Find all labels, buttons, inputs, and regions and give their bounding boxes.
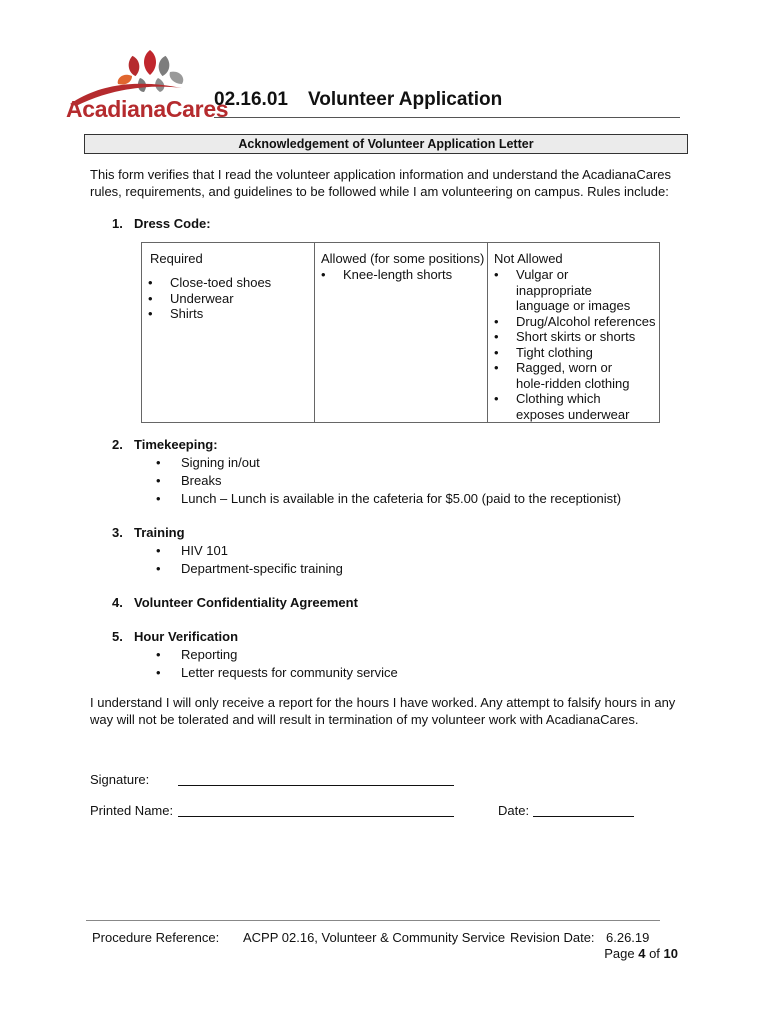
list-item: • Department-specific training [156,560,343,578]
section-title: Dress Code: [134,216,211,231]
list-item: • Tight clothing [488,345,659,361]
allowed-header: Allowed (for some positions) [321,251,485,266]
list-item: • Drug/Alcohol references [488,314,659,330]
allowed-list [315,267,487,283]
list-item: • Close-toed shoes [142,275,314,291]
page-current: 4 [638,946,646,961]
procedure-reference-value: ACPP 02.16, Volunteer & Community Service [243,930,506,945]
section-number: 5. [112,629,123,644]
header-divider [214,117,680,118]
page-total: 10 [663,946,678,961]
signature-field[interactable] [178,785,454,786]
document-title: Volunteer Application [308,89,503,110]
section-title: Volunteer Confidentiality Agreement [134,595,358,610]
date-field[interactable] [533,816,634,817]
list-item: • Underwear [142,291,314,307]
page-word: Page [604,946,635,961]
not-allowed-column [488,243,660,423]
required-list [142,275,314,322]
section-number: 3. [112,525,123,540]
footer-divider [86,920,660,921]
timekeeping-list [156,454,621,508]
list-item: • Shirts [142,306,314,322]
list-item: • Ragged, worn or hole-ridden clothing [488,360,634,391]
section-timekeeping-heading [112,437,218,452]
list-item: • Signing in/out [156,454,621,472]
required-header: Required [150,251,203,266]
hour-verification-list [156,646,398,682]
section-hour-verification-heading [112,629,238,644]
closing-paragraph: I understand I will only receive a report for the hours I have worked. Any attempt to falsify hours in any way will not be tolerated and will result in termination of my volunteer work with AcadianaCares. [90,695,676,727]
intro-paragraph: This form verifies that I read the volunteer application information and understand the AcadianaCares rules, requirements, and guidelines to be followed while I am volunteering on campus. Rules include: [90,167,672,199]
signature-label: Signature: [90,772,150,787]
list-item: • Clothing which exposes underwear [488,391,646,422]
page-number [604,946,678,961]
acknowledgement-heading: Acknowledgement of Volunteer Application Letter [84,134,688,154]
revision-date-label: Revision Date: [510,930,595,945]
list-item: • Breaks [156,472,621,490]
section-number: 1. [112,216,123,231]
section-confidentiality-heading [112,595,358,610]
list-item: • Lunch – Lunch is available in the cafeteria for $5.00 (paid to the receptionist) [156,490,621,508]
section-training-heading [112,525,185,540]
not-allowed-header: Not Allowed [494,251,563,266]
date-label: Date: [498,803,530,818]
not-allowed-list [488,267,659,422]
section-title: Training [134,525,185,540]
page-of: of [649,946,660,961]
section-dress-code-heading [112,216,211,231]
document-number: 02.16.01 [214,89,288,110]
allowed-column [315,243,488,423]
printed-name-field[interactable] [178,816,454,817]
list-item: • Vulgar or inappropriate language or images [488,267,636,314]
procedure-reference-label: Procedure Reference: [92,930,220,945]
section-title: Hour Verification [134,629,239,644]
section-number: 2. [112,437,123,452]
list-item: • Short skirts or shorts [488,329,659,345]
list-item: • HIV 101 [156,542,343,560]
revision-date-value: 6.26.19 [606,930,650,945]
required-column [142,243,315,423]
list-item: • Knee-length shorts [315,267,487,283]
section-title: Timekeeping: [134,437,218,452]
printed-name-label: Printed Name: [90,803,174,818]
section-number: 4. [112,595,123,610]
dress-code-table [141,242,660,423]
list-item: • Letter requests for community service [156,664,398,682]
training-list [156,542,343,578]
logo-wordmark: AcadianaCares [66,96,229,122]
list-item: • Reporting [156,646,398,664]
